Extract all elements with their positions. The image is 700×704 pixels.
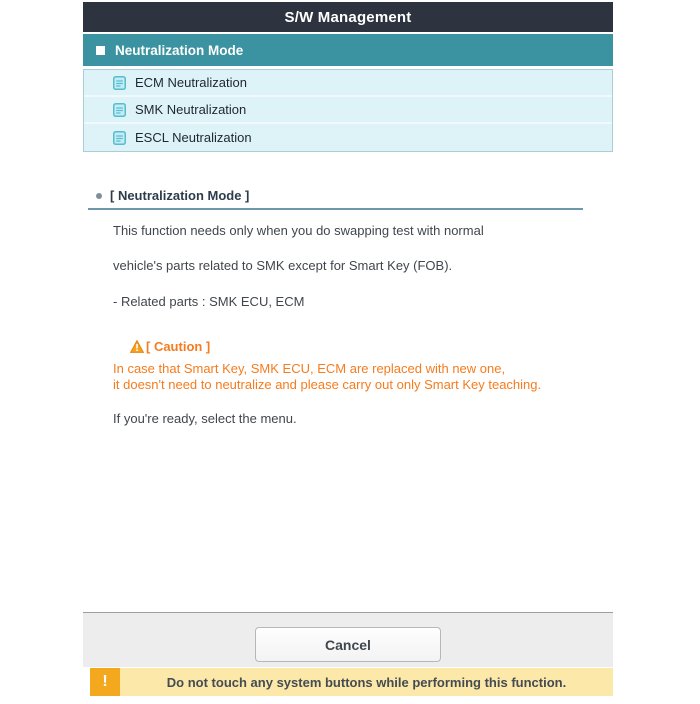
title-bar [83, 2, 613, 32]
warning-text: Do not touch any system buttons while performing this function. [166, 674, 567, 690]
menu-item-escl-neutralization[interactable] [84, 124, 612, 151]
bullet-dot-icon [96, 193, 102, 199]
warning-triangle-icon [130, 340, 144, 353]
clipboard-icon [113, 76, 126, 90]
warning-bar [90, 668, 613, 696]
menu-item-ecm-neutralization[interactable] [84, 70, 612, 97]
ready-instruction-line: If you're ready, select the menu. [113, 411, 297, 426]
exclamation-icon: ! [90, 668, 120, 696]
footer-bar [83, 612, 613, 667]
cancel-button[interactable]: Cancel [255, 627, 441, 662]
caution-line: In case that Smart Key, SMK ECU, ECM are replaced with new one, [113, 361, 506, 376]
related-parts-line: - Related parts : SMK ECU, ECM [113, 294, 305, 309]
menu-item-label: ESCL Neutralization [135, 130, 252, 145]
menu-item-smk-neutralization[interactable] [84, 97, 612, 124]
clipboard-icon [113, 103, 126, 117]
description-line: This function needs only when you do swapping test with normal [113, 223, 484, 238]
heading-underline [88, 208, 583, 210]
section-header-neutralization-mode [83, 34, 613, 66]
description-heading-text: [ Neutralization Mode ] [110, 188, 250, 203]
page-title: S/W Management [284, 8, 412, 26]
section-title: Neutralization Mode [115, 42, 244, 58]
caution-heading [130, 339, 210, 354]
menu-item-label: ECM Neutralization [135, 75, 247, 90]
clipboard-icon [113, 131, 126, 145]
caution-line: it doesn't need to neutralize and please carry out only Smart Key teaching. [113, 377, 542, 392]
menu-item-label: SMK Neutralization [135, 102, 247, 117]
caution-heading-text: [ Caution ] [146, 339, 211, 354]
menu-list [83, 69, 613, 152]
description-heading [96, 188, 249, 203]
square-bullet-icon [96, 46, 105, 55]
description-line: vehicle's parts related to SMK except for Smart Key (FOB). [113, 258, 453, 273]
